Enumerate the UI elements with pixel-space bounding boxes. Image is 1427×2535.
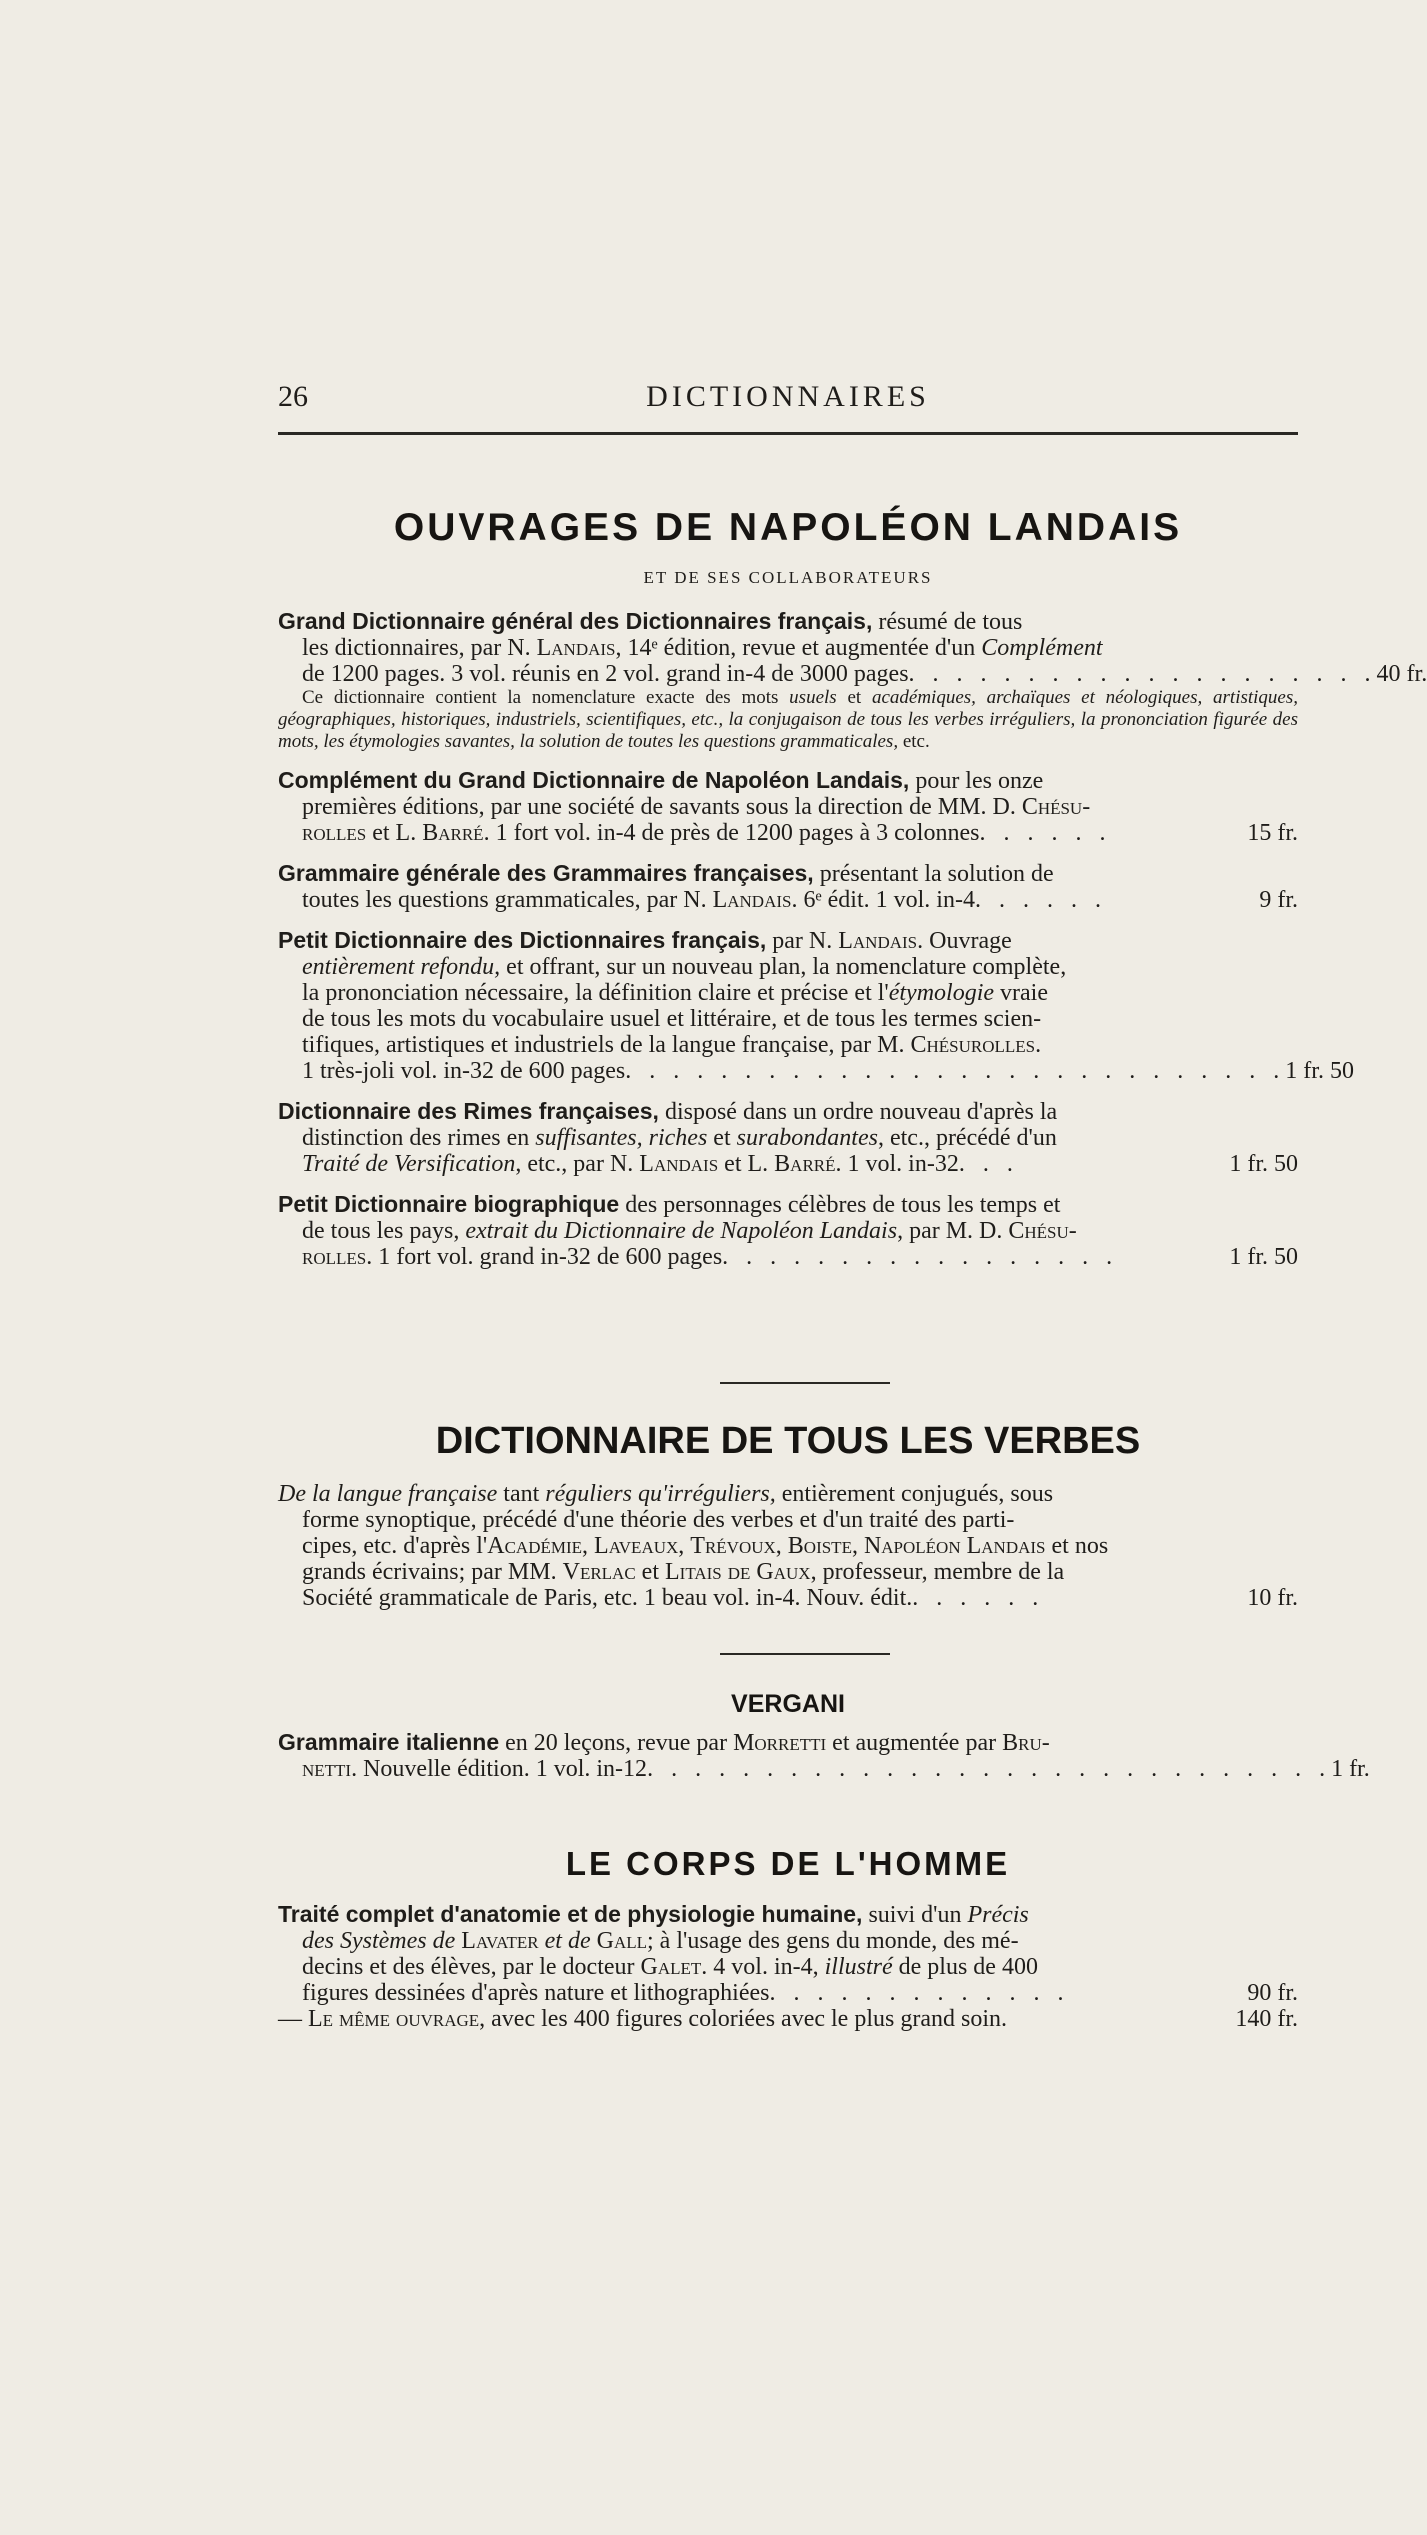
price: 140 fr. (1235, 2006, 1298, 2032)
header-rule (278, 432, 1298, 435)
price: 90 fr. (1247, 1980, 1298, 2006)
running-title: DICTIONNAIRES (646, 380, 930, 413)
entry-biographique: Petit Dictionnaire biographique des personnages célèbres de tous les temps et de tous les pays, extrait du Dictionnaire de Napoléon Landais, par M. D. Chésu- rolles. 1 fort vol. grand in-32 de 600 pages . . . . . . . . . . . . . . . . . 1 fr. 50 (278, 1191, 1298, 1270)
price: 1 fr. 50 (1285, 1058, 1354, 1084)
section-landais (278, 506, 1427, 1270)
section-vergani (278, 1690, 1370, 1782)
price: 1 fr. 50 (1229, 1244, 1298, 1270)
entry-rimes: Dictionnaire des Rimes françaises, disposé dans un ordre nouveau d'après la distinction des rimes en suffisantes, riches et surabondantes, etc., précédé d'un Traité de Versification, etc., par N. Landais et L. Barré. 1 vol. in-32 . . . 1 fr. 50 (278, 1098, 1298, 1177)
entry-grammaire-generale: Grammaire générale des Grammaires françaises, présentant la solution de toutes les questions grammaticales, par N. Landais. 6ᵉ édit. 1 vol. in-4 . . . . . . 9 fr. (278, 860, 1298, 913)
entry-complement: Complément du Grand Dictionnaire de Napoléon Landais, pour les onze premières éditions, par une société de savants sous la direction de MM. D. Chésu- rolles et L. Barré. 1 fort vol. in-4 de près de 1200 pages à 3 colonnes . . . . . . 15 fr. (278, 767, 1298, 846)
section-title: OUVRAGES DE NAPOLÉON LANDAIS (393, 506, 1183, 549)
section-divider (720, 1382, 890, 1384)
section-title: VERGANI (731, 1690, 845, 1718)
price: 1 fr. (1331, 1756, 1370, 1782)
section-title: LE CORPS DE L'HOMME (565, 1845, 1011, 1882)
entry-petit-dictionnaire: Petit Dictionnaire des Dictionnaires français, par N. Landais. Ouvrage entièrement refondu, et offrant, sur un nouveau plan, la nomenclature complète, la prononciation nécessaire, la définition claire et précise et l'étymologie vraie de tous les mots du vocabulaire usuel et littéraire, et de tous les termes scien- tifiques, artistiques et industriels de la langue française, par M. Chésurolles. 1 très-joli vol. in-32 de 600 pages . . . . . . . . . . . . . . . . . . . . . . . . . . . . 1 fr. 50 (278, 927, 1354, 1084)
section-divider (720, 1653, 890, 1655)
entry-note: Ce dictionnaire contient la nomenclature exacte des mots usuels et académiques, archaïques et néologiques, artistiques, géographiques, historiques, industriels, scientifiques, etc., la conjugaison de tous les verbes irréguliers, la prononciation figurée des mots, les étymologies savantes, la solution de toutes les questions grammaticales, etc. (278, 687, 1298, 752)
price: 9 fr. (1259, 887, 1298, 913)
section-corps (278, 1845, 1298, 2032)
section-title: DICTIONNAIRE DE TOUS LES VERBES (435, 1420, 1141, 1462)
entry-grand-dictionnaire: Grand Dictionnaire général des Dictionnaires français, résumé de tous les dictionnaires, par N. Landais, 14ᵉ édition, revue et augmentée d'un Complément de 1200 pages. 3 vol. réunis en 2 vol. grand in-4 de 3000 pages . . . . . . . . . . . . . . . . . . . . 40 fr. Ce dictionnaire contient la nomenclature exacte des mots usuels et académiques, archaïques et néologiques, artistiques, géographiques, historiques, industriels, scientifiques, etc., la conjugaison de tous les verbes irréguliers, la prononciation figurée des mots, les étymologies savantes, la solution de toutes les questions grammaticales, etc. (278, 608, 1427, 752)
price: 40 fr. (1376, 661, 1427, 687)
entry-verbes: De la langue française tant réguliers qu'irréguliers, entièrement conjugués, sous forme synoptique, précédé d'une théorie des verbes et d'un traité des parti- cipes, etc. d'après l'Académie, Laveaux, Trévoux, Boiste, Napoléon Landais et nos grands écrivains; par MM. Verlac et Litais de Gaux, professeur, membre de la Société grammaticale de Paris, etc. 1 beau vol. in-4. Nouv. édit. . . . . . . 10 fr. (278, 1481, 1298, 1611)
section-verbes (278, 1420, 1298, 1611)
price: 1 fr. 50 (1229, 1151, 1298, 1177)
price: 15 fr. (1247, 820, 1298, 846)
price: 10 fr. (1247, 1585, 1298, 1611)
entry-grammaire-italienne: Grammaire italienne en 20 leçons, revue par Morretti et augmentée par Bru- netti. Nouvelle édition. 1 vol. in-12 . . . . . . . . . . . . . . . . . . . . . . . . . . . . . 1 fr. (278, 1729, 1370, 1782)
page-number: 26 (278, 380, 308, 413)
section-subtitle: ET DE SES COLLABORATEURS (643, 568, 933, 587)
entry-traite-anatomie: Traité complet d'anatomie et de physiologie humaine, suivi d'un Précis des Systèmes de Lavater et de Gall; à l'usage des gens du monde, des mé- decins et des élèves, par le docteur Galet. 4 vol. in-4, illustré de plus de 400 figures dessinées d'après nature et lithographiées . . . . . . . . . . . . . 90 fr. — Le même ouvrage, avec les 400 figures coloriées avec le plus grand soin. 140 fr. (278, 1901, 1298, 2032)
running-header (278, 380, 1298, 420)
